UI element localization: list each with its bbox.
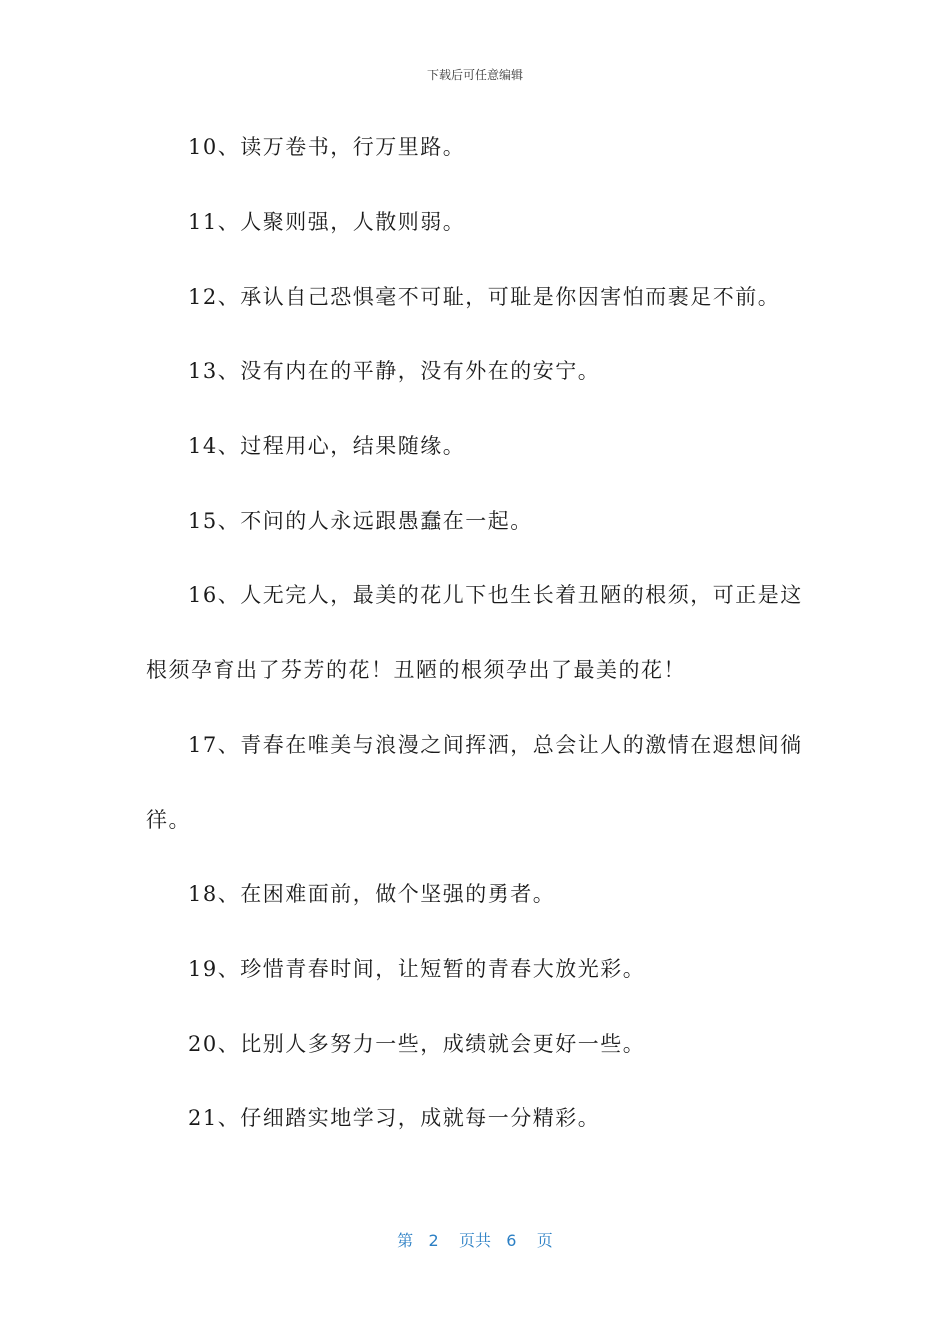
footer-total-pages: 6 [506, 1231, 517, 1250]
paragraph-line: 13、没有内在的平静，没有外在的安宁。 [188, 359, 601, 383]
footer-suffix: 页 [536, 1231, 553, 1250]
paragraph-line: 21、仔细踏实地学习，成就每一分精彩。 [188, 1106, 601, 1130]
paragraph-line: 19、珍惜青春时间，让短暂的青春大放光彩。 [188, 957, 646, 981]
paragraph-line: 20、比别人多努力一些，成绩就会更好一些。 [188, 1032, 646, 1056]
paragraph-line: 17、青春在唯美与浪漫之间挥洒，总会让人的激情在遐想间徜 [188, 733, 803, 757]
paragraph-line-continuation: 根须孕育出了芬芳的花！丑陋的根须孕出了最美的花！ [146, 658, 686, 682]
paragraph-line: 11、人聚则强，人散则弱。 [188, 210, 466, 234]
paragraph-line: 16、人无完人，最美的花儿下也生长着丑陋的根须，可正是这 [188, 583, 803, 607]
paragraph-line-continuation: 徉。 [146, 808, 191, 832]
footer-current-page: 2 [428, 1231, 439, 1250]
paragraph-line: 14、过程用心，结果随缘。 [188, 434, 466, 458]
paragraph-line: 18、在困难面前，做个坚强的勇者。 [188, 882, 556, 906]
paragraph-line: 15、不问的人永远跟愚蠢在一起。 [188, 509, 533, 533]
page-header-note: 下载后可任意编辑 [426, 68, 523, 82]
paragraph-line: 10、读万卷书，行万里路。 [188, 135, 466, 159]
page-footer [0, 1228, 950, 1251]
footer-prefix: 第 [397, 1231, 414, 1250]
footer-middle: 页共 [458, 1231, 491, 1250]
paragraph-line: 12、承认自己恐惧毫不可耻，可耻是你因害怕而裹足不前。 [188, 285, 781, 309]
